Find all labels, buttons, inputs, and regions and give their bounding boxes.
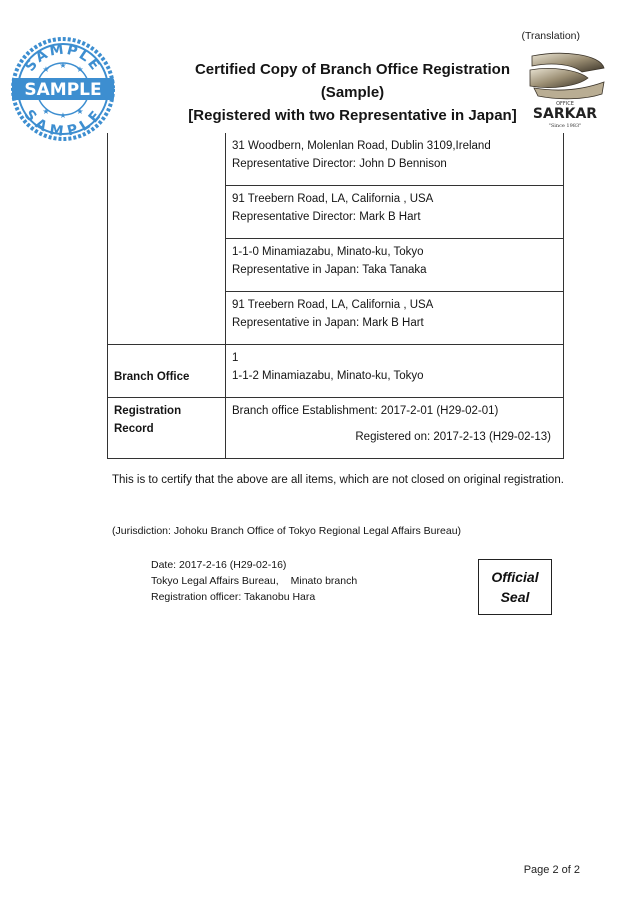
logo-brand-text: SARKAR <box>532 106 598 122</box>
establishment-date: Branch office Establishment: 2017-2-01 (H29-02-01) <box>232 405 499 417</box>
official-seal-box <box>478 559 552 615</box>
document-title <box>160 58 545 127</box>
representative-line: Representative in Japan: Mark B Hart <box>232 317 424 329</box>
stamp-band-text: SAMPLE <box>24 80 102 100</box>
registration-record-cell <box>226 398 564 459</box>
table-label-cell <box>108 292 226 345</box>
seal-line-1: Official <box>491 569 539 585</box>
stamp-bottom-text: SAMPLE <box>20 106 106 141</box>
title-line-2: (Sample) <box>320 84 385 101</box>
address-cell <box>226 186 564 239</box>
issuance-date: Date: 2017-2-16 (H29-02-16) <box>151 559 287 571</box>
seal-line-2: Seal <box>500 589 530 605</box>
registration-table <box>107 133 564 459</box>
svg-text:★: ★ <box>76 65 84 74</box>
registration-record-label-cell <box>108 398 226 459</box>
logo-since-text: "Since 1983" <box>548 123 582 129</box>
issuing-bureau-line <box>151 573 357 589</box>
table-row <box>108 345 564 398</box>
registration-record-label-1: Registration <box>114 405 182 417</box>
branch-office-label: Branch Office <box>114 371 190 383</box>
table-row <box>108 133 564 186</box>
address-line: 91 Treebern Road, LA, California , USA <box>232 299 434 311</box>
registered-date: Registered on: 2017-2-13 (H29-02-13) <box>355 431 551 443</box>
svg-text:★: ★ <box>59 61 67 70</box>
address-line: 91 Treebern Road, LA, California , USA <box>232 193 434 205</box>
svg-text:★: ★ <box>42 65 50 74</box>
table-label-cell <box>108 239 226 292</box>
table-label-cell <box>108 133 226 186</box>
representative-line: Representative Director: Mark B Hart <box>232 211 421 223</box>
address-line: 31 Woodbern, Molenlan Road, Dublin 3109,Ireland <box>232 140 491 152</box>
svg-text:★: ★ <box>59 111 67 120</box>
page-number: Page 2 of 2 <box>523 864 580 876</box>
branch-address: 1-1-2 Minamiazabu, Minato-ku, Tokyo <box>232 370 424 382</box>
sample-stamp <box>8 34 118 144</box>
branch-number: 1 <box>232 352 239 364</box>
representative-line: Representative Director: John D Bennison <box>232 158 447 170</box>
table-row <box>108 239 564 292</box>
issuance-block <box>151 557 357 605</box>
registration-record-label-2: Record <box>114 423 154 435</box>
branch-office-label-cell <box>108 345 226 398</box>
sarkar-logo <box>522 48 608 134</box>
svg-text:★: ★ <box>42 107 50 116</box>
table-row <box>108 186 564 239</box>
registration-officer: Registration officer: Takanobu Hara <box>151 591 316 603</box>
title-line-3: [Registered with two Representative in Japan] <box>188 107 517 124</box>
jurisdiction-text: (Jurisdiction: Johoku Branch Office of Tokyo Regional Legal Affairs Bureau) <box>112 525 462 537</box>
logo-office-text: OFFICE <box>556 101 574 107</box>
table-row <box>108 398 564 459</box>
address-cell <box>226 133 564 186</box>
branch-office-cell <box>226 345 564 398</box>
issuing-branch: Minato branch <box>290 575 358 587</box>
certification-text: This is to certify that the above are all items, which are not closed on original registration. <box>112 474 564 486</box>
address-cell <box>226 292 564 345</box>
table-row <box>108 292 564 345</box>
address-line: 1-1-0 Minamiazabu, Minato-ku, Tokyo <box>232 246 424 258</box>
svg-text:★: ★ <box>76 107 84 116</box>
stamp-top-text: SAMPLE <box>22 41 104 75</box>
translation-note: (Translation) <box>521 30 580 42</box>
title-line-1: Certified Copy of Branch Office Registration <box>194 61 511 78</box>
representative-line: Representative in Japan: Taka Tanaka <box>232 264 427 276</box>
address-cell <box>226 239 564 292</box>
issuing-bureau: Tokyo Legal Affairs Bureau, <box>151 575 279 587</box>
table-label-cell <box>108 186 226 239</box>
